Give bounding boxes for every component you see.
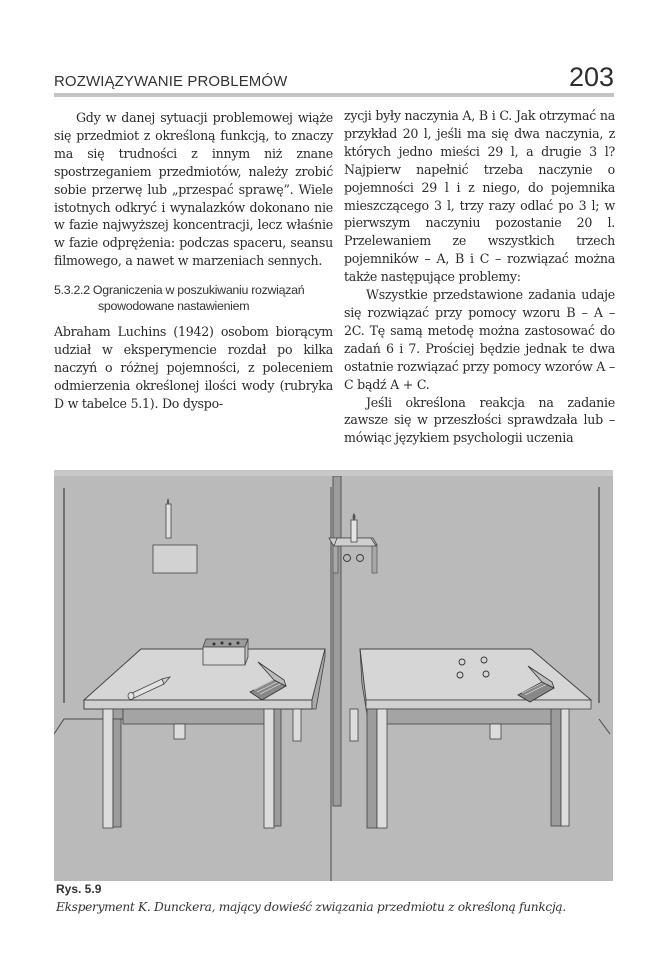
paragraph: Wszystkie przedstawione zadania udaje się rozwiązać przy pomocy wzoru B – A – 2C. Tę samą metodę można zastosować do zadań 6 i 7. Prościej będzie jednak te dwa ostatnie rozwiązać przy pomocy wzorów A – C bądź A + C. [344,287,615,392]
section-heading [54,282,333,314]
right-column [344,107,615,447]
paragraph: Jeśli określona reakcja na zadanie zawsze się w przeszłości sprawdzała lub – mówiąc językiem psychologii uczenia [344,394,615,446]
paragraph: zycji były naczynia A, B i C. Jak otrzymać na przykład 20 l, jeśli ma się dwa naczynia, z których jedno mieści 29 l, a drugie 3 l? Najpierw napełnić trzeba naczynie o pojemności 29 l i z niego, do pojemnika mieszczącego 3 l, trzy razy odlać po 3 l; w pierwszym naczyniu pozostanie 20 l. Przelewaniem ze wszystkich trzech pojemników – A, B i C – rozwiązać można także następujące problemy: [344,108,615,285]
paragraph: Abraham Luchins (1942) osobom biorącym udział w eksperymencie rozdał po kilka naczyń o różnej pojemności, z poleceniem odmierzenia określonej ilości wody (rubryka D w tabelce 5.1). Do dyspo- [54,324,333,411]
central-divider [333,476,341,806]
figure-caption: Eksperyment K. Dunckera, mający dowieść związania przedmiotu z określoną funkcją. [56,900,566,914]
running-header [54,63,614,97]
section-heading-line-2: spowodowane nastawieniem [98,299,250,314]
paragraph: Gdy w danej sytuacji problemowej wiąże się przedmiot z określoną funkcją, to znaczy ma się trudności z innym niż znane spostrzeganiem przedmiotów, należy zrobić sobie przerwę lub „przespać sprawę”. Wiele istotnych odkryć i wynalazków dokonano nie w fazie najwyższej koncentracji, lecz właśnie w fazie odprężenia: podczas spaceru, seansu filmowego, a nawet w marzeniach sennych. [54,110,333,269]
figure-label: Rys. 5.9 [56,882,102,896]
running-title: ROZWIĄZYWANIE PROBLEMÓW [54,73,288,90]
left-column [54,109,333,413]
section-heading-line-1: 5.3.2.2 Ograniczenia w poszukiwaniu rozwiązań [54,283,305,298]
box-of-tacks-icon [203,639,248,665]
figure-duncker-candle [54,470,613,881]
page-number: 203 [568,62,614,92]
